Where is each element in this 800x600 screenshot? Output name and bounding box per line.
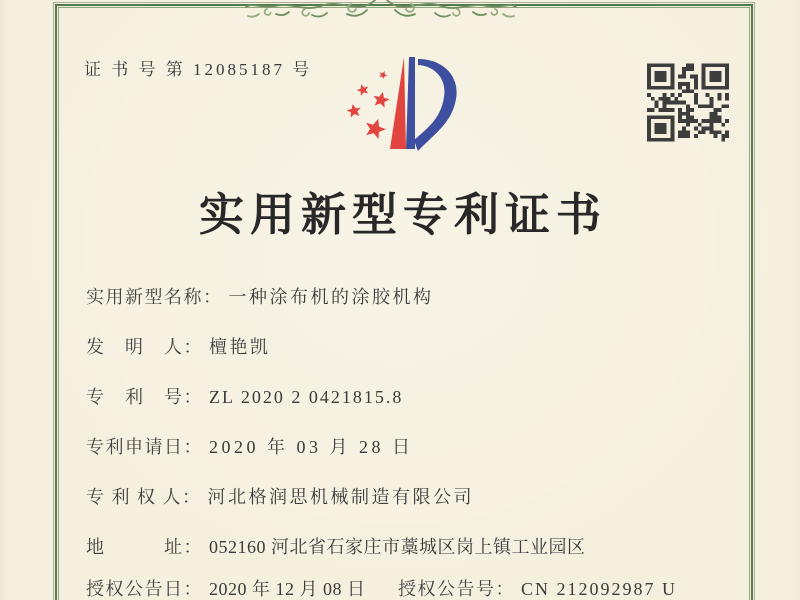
certificate-title: 实用新型专利证书 xyxy=(198,190,607,240)
field-row-filing-date xyxy=(86,433,414,459)
field-label: 专 利 权 人： xyxy=(86,487,202,507)
field-value: 2020 年 12 月 08 日 xyxy=(209,579,366,599)
certificate-number: 证 书 号 第 12085187 号 xyxy=(84,60,313,79)
cnipa-logo-icon xyxy=(338,50,468,157)
field-row-inventor xyxy=(86,333,271,359)
field-value: CN 212092987 U xyxy=(521,579,678,599)
field-label: 授权公告日： xyxy=(86,579,203,599)
field-row-name xyxy=(86,283,434,309)
field-row-address xyxy=(86,533,586,559)
field-row-patent-number xyxy=(86,383,403,409)
field-value: ZL 2020 2 0421815.8 xyxy=(209,387,404,407)
field-row-patentee xyxy=(86,483,474,509)
field-value: 檀艳凯 xyxy=(209,337,271,357)
field-label: 授权公告号： xyxy=(398,579,515,599)
field-value: 052160 河北省石家庄市藁城区岗上镇工业园区 xyxy=(209,537,586,557)
field-value: 一种涂布机的涂胶机构 xyxy=(228,287,434,307)
field-label: 实用新型名称： xyxy=(86,287,223,307)
field-label: 地 址： xyxy=(86,537,203,557)
field-row-grant xyxy=(86,575,678,600)
top-ornament-icon xyxy=(245,0,517,24)
field-label: 专利申请日： xyxy=(86,437,203,457)
field-value: 2020 年 03 月 28 日 xyxy=(209,437,414,457)
field-label: 专 利 号： xyxy=(86,387,203,407)
field-grant-number xyxy=(398,575,677,600)
qr-code xyxy=(639,56,737,149)
field-value: 河北格润思机械制造有限公司 xyxy=(207,487,474,507)
field-label: 发 明 人： xyxy=(86,337,203,357)
